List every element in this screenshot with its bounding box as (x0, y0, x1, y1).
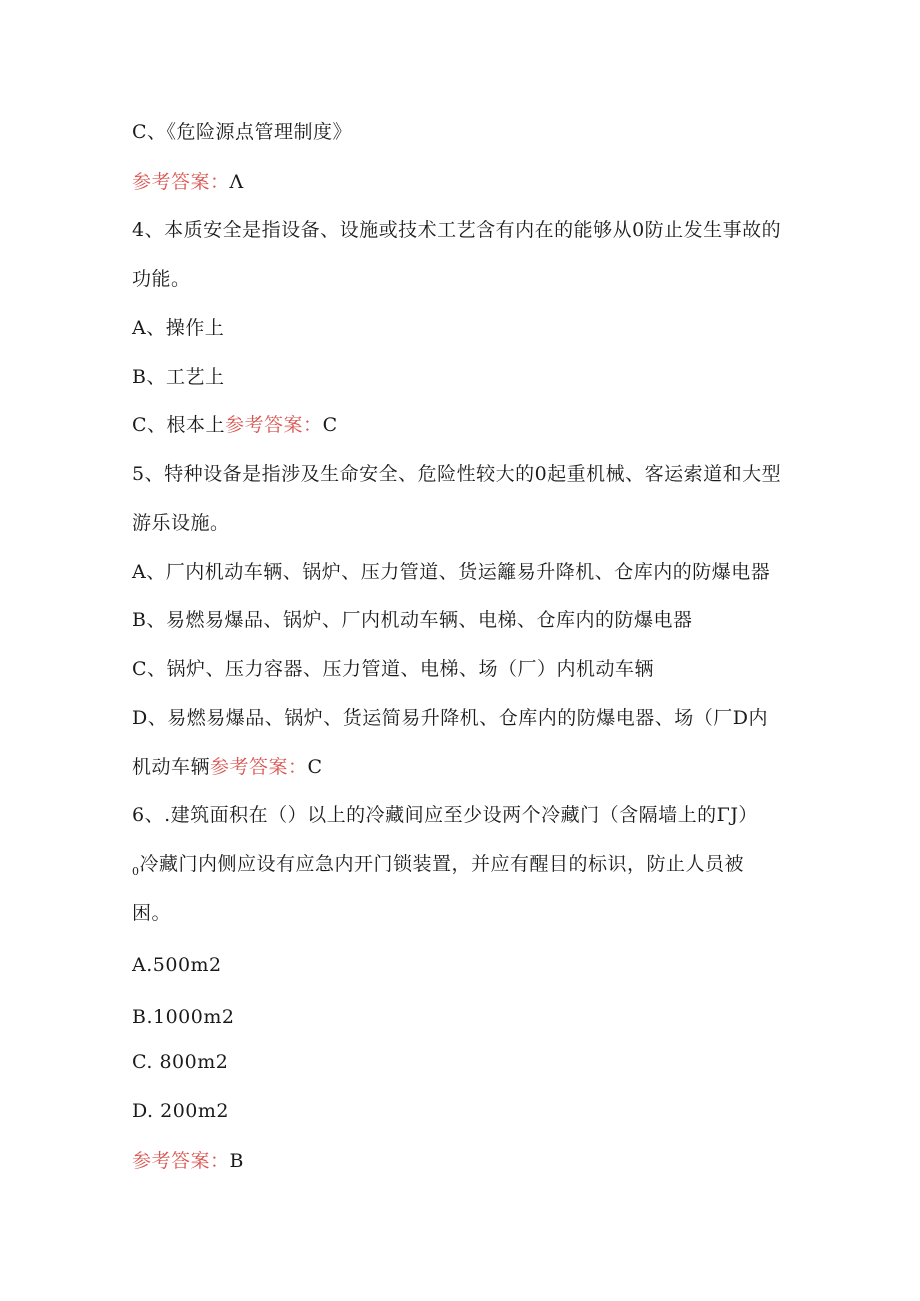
q4-option-a: A、操作上 (132, 317, 225, 339)
q3-answer-value: Λ (229, 171, 244, 193)
q6-answer (132, 1149, 244, 1173)
q3-option-c: C、《危险源点管理制度》 (132, 121, 353, 143)
q6-stem-line2 (132, 852, 744, 884)
q5-stem-line2: 游乐设施。 (132, 512, 230, 534)
q6-answer-label: 参考答案： (132, 1150, 230, 1172)
q5-option-d-line1: D、易燃易爆品、锅炉、货运简易升降机、仓库内的防爆电器、场（厂D内 (132, 707, 768, 729)
q5-answer-value: C (307, 756, 323, 778)
q5-option-a: A、厂内机动车辆、锅炉、压力管道、货运籬易升降机、仓库内的防爆电器 (132, 561, 771, 583)
q6-answer-value: B (229, 1150, 244, 1172)
q5-stem-line1: 5、特种设备是指涉及生命安全、危险性较大的0起重机械、客运索道和大型 (132, 463, 782, 485)
q5-option-b: B、易燃易爆品、锅炉、厂内机动车辆、电梯、仓库内的防爆电器 (132, 609, 693, 631)
q5-option-c: C、锅炉、压力容器、压力管道、电梯、场（厂）内机动车辆 (132, 658, 655, 680)
q6-option-a: A.500m2 (132, 954, 222, 976)
q4-stem-line2: 功能。 (132, 268, 191, 290)
q4-option-c: C、根本上 (132, 414, 226, 436)
q5-answer-label: 参考答案： (210, 756, 308, 778)
q6-stem-line2-text: 冷藏门内侧应设有应急内开门锁装置，并应有醒目的标识，防止人员被 (139, 853, 745, 875)
q5-option-d-line2-with-answer (132, 755, 323, 779)
q4-stem-line1: 4、本质安全是指设备、设施或技术工艺含有内在的能够从0防止发生事故的 (132, 219, 782, 241)
q4-option-c-with-answer (132, 413, 338, 437)
q6-stem-line2-sub: 0 (132, 864, 140, 878)
q6-option-c: C. 800m2 (132, 1051, 229, 1073)
q4-answer-value: C (322, 414, 338, 436)
q6-stem-line3: 困。 (132, 902, 172, 924)
q4-answer-label: 参考答案： (225, 414, 323, 436)
q4-option-b: B、工艺上 (132, 366, 225, 388)
q3-answer (132, 170, 244, 194)
q6-option-d: D. 200m2 (132, 1100, 230, 1122)
q6-option-b: B.1000m2 (132, 1006, 235, 1028)
q6-stem-line1: 6、.建筑面积在（）以上的冷藏间应至少设两个冷藏门（含隔墙上的ΓJ） (132, 804, 758, 826)
q5-option-d-line2: 机动车辆 (132, 756, 211, 778)
q3-answer-label: 参考答案： (132, 171, 230, 193)
